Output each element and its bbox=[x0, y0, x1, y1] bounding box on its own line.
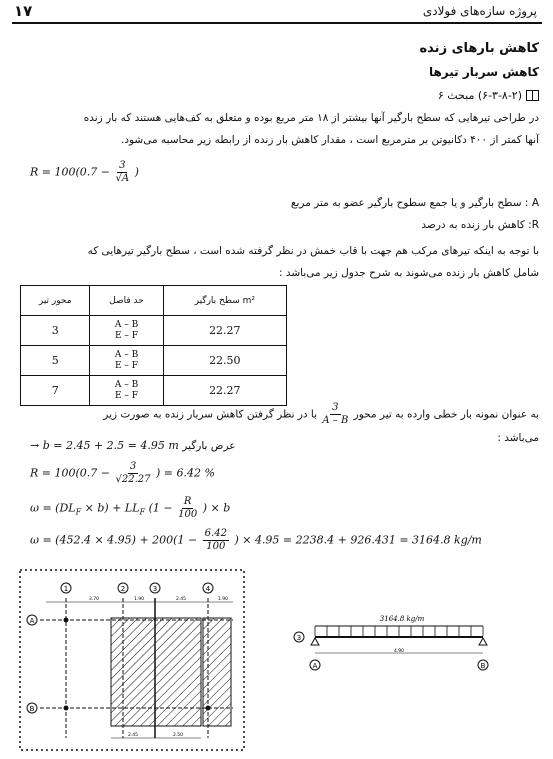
cell-area: 22.50 bbox=[163, 346, 286, 376]
support-label-a: A bbox=[312, 662, 318, 670]
omega-mid2: (1 − bbox=[148, 501, 173, 515]
cell-axis: 3 bbox=[21, 316, 90, 346]
intro-paragraph bbox=[14, 107, 539, 151]
axis-label-4: 4 bbox=[205, 585, 211, 593]
omega-fraction bbox=[178, 496, 197, 521]
formula-fraction bbox=[116, 160, 130, 185]
table-header-row bbox=[21, 286, 287, 316]
header-rule bbox=[12, 22, 542, 24]
omega2-fraction bbox=[203, 528, 229, 553]
cell-axis: 7 bbox=[21, 376, 90, 406]
header-range: حد فاصل bbox=[90, 286, 163, 316]
range-top: A – B bbox=[114, 349, 139, 360]
cell-axis: 5 bbox=[21, 346, 90, 376]
definition-a: A : سطح بارگیر و یا جمع سطوح بارگیر عضو به متر مربع bbox=[290, 197, 539, 209]
r-lhs: R = 100(0.7 − bbox=[30, 466, 110, 480]
beam-axis-label: 3 bbox=[296, 634, 302, 642]
formula-reduction bbox=[30, 160, 139, 185]
axis-label-3: 3 bbox=[152, 585, 158, 593]
omega2-rhs: ) × 4.95 = 2238.4 + 926.431 = 3164.8 kg/m bbox=[234, 533, 482, 547]
range-bottom: E – F bbox=[115, 330, 139, 341]
axis-label-a: A bbox=[29, 617, 35, 625]
omega-sub-1: F bbox=[75, 507, 82, 517]
range-bottom: E – F bbox=[115, 390, 139, 401]
dim-2: 1.90 bbox=[133, 597, 145, 602]
fraction-denominator: √22.27 bbox=[115, 474, 151, 485]
fraction-denominator: 100 bbox=[178, 509, 198, 520]
column-b4 bbox=[206, 706, 211, 711]
omega-sub-2: F bbox=[139, 507, 146, 517]
definition-r: R: کاهش بار زنده به درصد bbox=[421, 219, 539, 231]
header-axis: محور تیر bbox=[21, 286, 90, 316]
code-reference bbox=[438, 89, 539, 102]
example-line-2: می‌باشد : bbox=[497, 432, 539, 444]
range-top: A – B bbox=[114, 379, 139, 390]
axis-label-1: 1 bbox=[63, 585, 69, 593]
support-label-b: B bbox=[480, 662, 486, 670]
example-post: با در نظر گرفتن کاهش سربار زنده به صورت زیر bbox=[103, 408, 318, 421]
support-left bbox=[311, 638, 319, 645]
fraction-denominator: A – B bbox=[322, 415, 349, 426]
column-a1 bbox=[64, 618, 69, 623]
omega2-lhs: ω = (452.4 × 4.95) + 200(1 − bbox=[30, 533, 198, 547]
r-calculation bbox=[30, 461, 215, 486]
omega-mid: × b) + LL bbox=[81, 501, 140, 515]
book-icon bbox=[526, 90, 539, 101]
omega-formula bbox=[30, 496, 230, 521]
definitions bbox=[14, 192, 539, 236]
table-row bbox=[21, 316, 287, 346]
dim-1: 3.70 bbox=[88, 597, 100, 602]
column-b1 bbox=[64, 706, 69, 711]
page-number: ۱۷ bbox=[14, 2, 33, 20]
formula-lhs: R = 100(0.7 − bbox=[30, 165, 110, 179]
book-title: پروژه سازه‌های فولادی bbox=[422, 4, 537, 18]
intro-line-1: در طراحی تیرهایی که سطح بارگیر آنها بیشتر از ۱۸ متر مربع بوده و متعلق به کف‌هایی هستند که بار زنده bbox=[83, 112, 539, 124]
width-equation bbox=[30, 439, 236, 452]
r-rhs: ) = 6.42 % bbox=[156, 466, 215, 480]
loading-area-table bbox=[20, 285, 287, 406]
tributary-area-left bbox=[111, 618, 201, 726]
table-intro bbox=[14, 240, 539, 284]
fraction-numerator: 6.42 bbox=[204, 528, 227, 539]
omega-rhs: ) × b bbox=[202, 501, 231, 515]
cell-area: 22.27 bbox=[163, 316, 286, 346]
table-row bbox=[21, 376, 287, 406]
header-area: سطح بارگیر m² bbox=[163, 286, 286, 316]
fraction-numerator: 3 bbox=[119, 160, 126, 171]
axis-label-2: 2 bbox=[120, 585, 126, 593]
dim-3: 2.45 bbox=[175, 597, 187, 602]
r-fraction bbox=[116, 461, 151, 486]
reference-text: (۶-۳-۸-۲) مبحث ۶ bbox=[437, 89, 522, 102]
width-eq: → b = 2.45 + 2.5 = 4.95 m bbox=[30, 439, 179, 452]
range-bottom: E – F bbox=[115, 360, 139, 371]
example-line-1 bbox=[14, 402, 539, 427]
fraction-denominator: √A bbox=[115, 173, 130, 184]
width-label: عرض بارگیر bbox=[182, 440, 236, 452]
axis-label-b: B bbox=[29, 705, 35, 713]
example-fraction bbox=[322, 402, 348, 427]
dim-4: 1.90 bbox=[217, 597, 229, 602]
section-title: کاهش بارهای زنده bbox=[419, 41, 539, 56]
fraction-denominator: 100 bbox=[206, 541, 226, 552]
bottom-dim-1: 2.45 bbox=[127, 733, 139, 738]
section-subtitle: کاهش سربار تیرها bbox=[428, 65, 539, 79]
table-row bbox=[21, 346, 287, 376]
beam-figure bbox=[290, 610, 505, 680]
plan-figure bbox=[18, 568, 246, 752]
fraction-numerator: R bbox=[183, 496, 192, 507]
load-arrows bbox=[315, 626, 483, 636]
table-intro-line-1: با توجه به اینکه تیرهای مرکب هم جهت با قاب خمش در نظر گرفته شده است ، سطح بارگیر تیرهایی که bbox=[87, 245, 539, 257]
omega-numeric bbox=[30, 528, 482, 553]
example-pre: به عنوان نمونه بار خطی وارده به تیر محور bbox=[353, 408, 539, 421]
cell-range bbox=[90, 316, 163, 346]
load-label: 3164.8 kg/m bbox=[379, 615, 425, 623]
span-dim: 4.90 bbox=[393, 649, 405, 654]
fraction-numerator: 3 bbox=[129, 461, 137, 472]
formula-rhs: ) bbox=[134, 165, 139, 179]
table-intro-line-2: شامل کاهش بار زنده می‌شوند به شرح جدول زیر می‌باشد : bbox=[278, 267, 539, 279]
omega-lhs: ω = (DL bbox=[30, 501, 76, 515]
fraction-numerator: 3 bbox=[332, 402, 339, 413]
bottom-dim-2: 2.50 bbox=[172, 733, 184, 738]
cell-range bbox=[90, 346, 163, 376]
range-top: A – B bbox=[114, 319, 139, 330]
intro-line-2: آنها کمتر از ۴۰۰ دکانیوتن بر مترمربع است ، مقدار کاهش بار زنده از رابطه زیر محاسبه می‌شود. bbox=[120, 134, 539, 146]
cell-range bbox=[90, 376, 163, 406]
cell-area: 22.27 bbox=[163, 376, 286, 406]
support-right bbox=[479, 638, 487, 645]
